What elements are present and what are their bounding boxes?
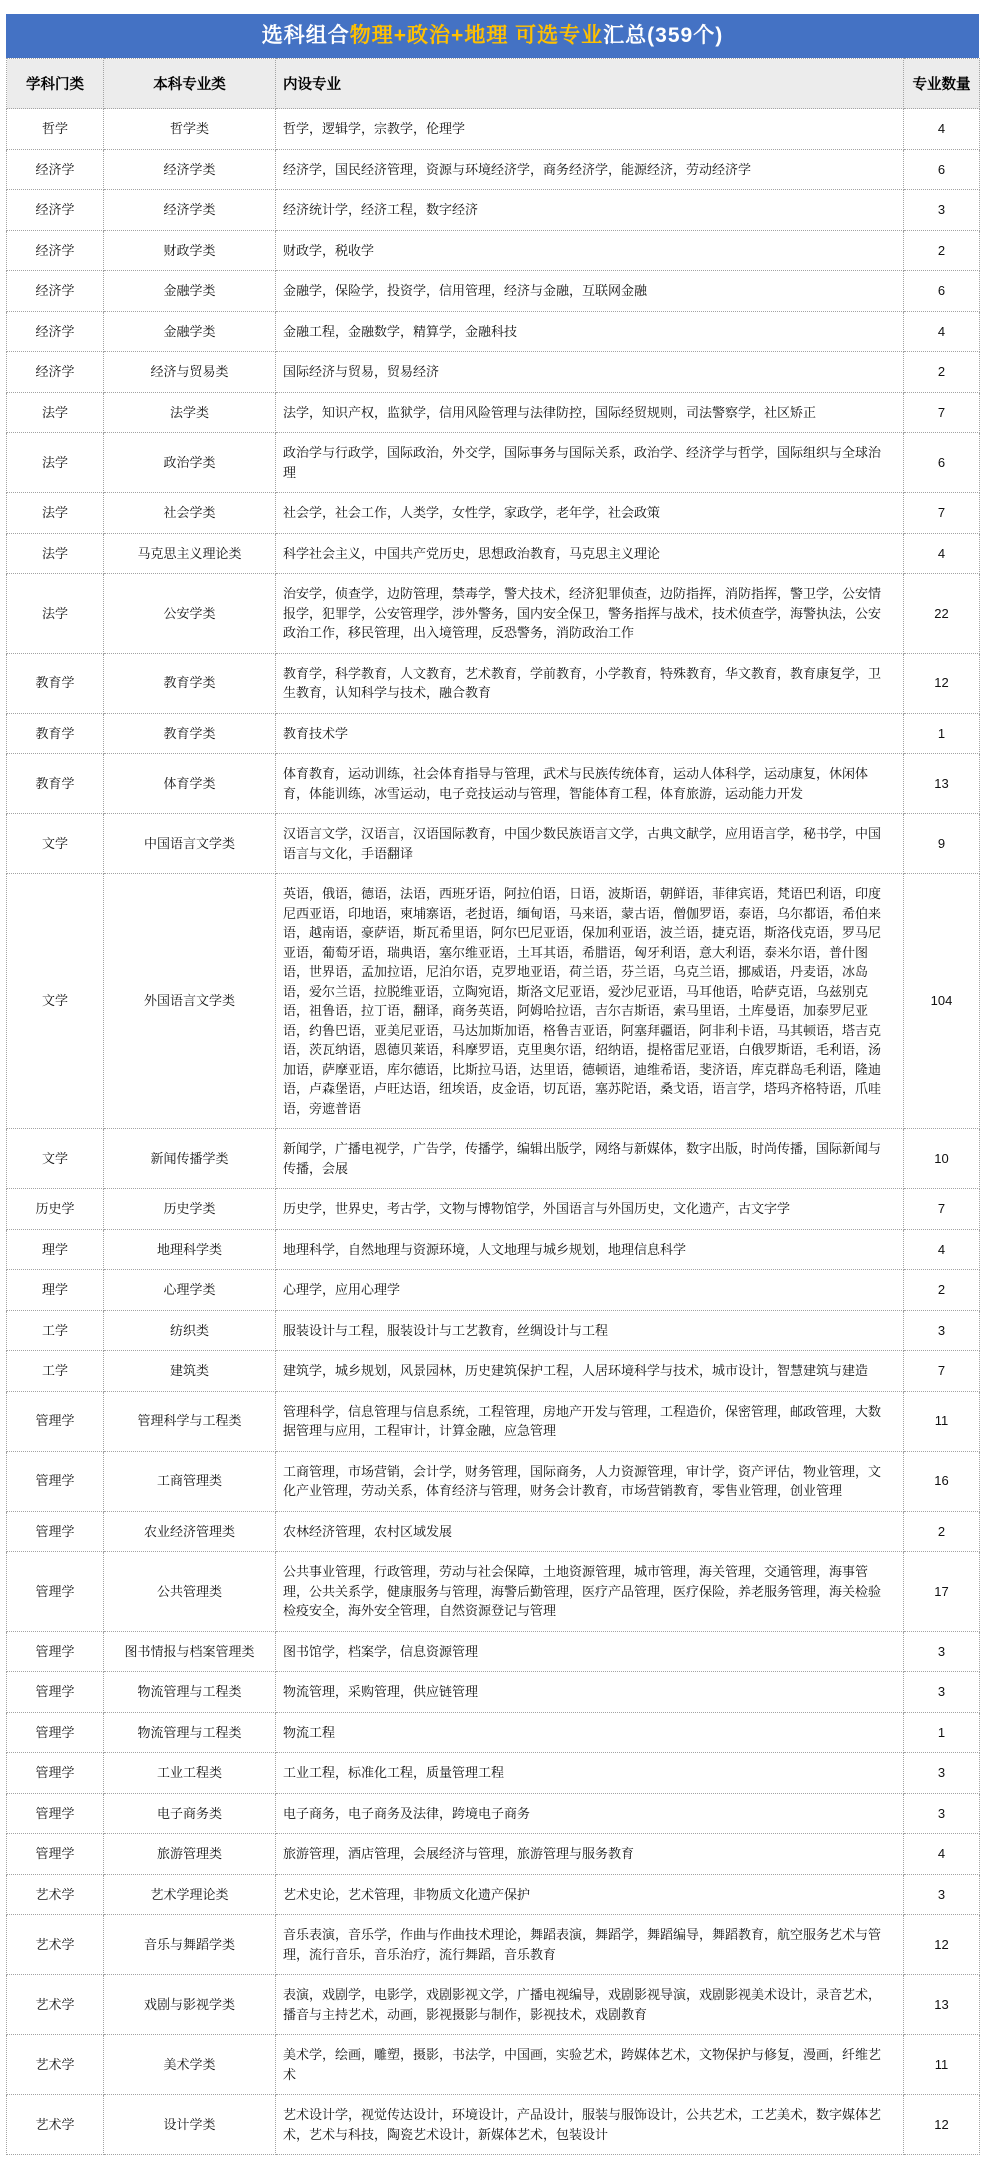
cell-discipline-category: 经济学 bbox=[7, 190, 104, 231]
cell-major-count: 13 bbox=[904, 754, 980, 814]
table-row bbox=[7, 1793, 980, 1834]
cell-major-count: 16 bbox=[904, 1451, 980, 1511]
table-row bbox=[7, 1451, 980, 1511]
col-header-discipline-category: 学科门类 bbox=[7, 59, 104, 109]
cell-major-count: 10 bbox=[904, 1129, 980, 1189]
table-row bbox=[7, 653, 980, 713]
cell-major-count: 4 bbox=[904, 533, 980, 574]
title-highlight: 物理+政治+地理 可选专业 bbox=[349, 24, 604, 47]
cell-majors-list: 农林经济管理，农村区域发展 bbox=[276, 1511, 904, 1552]
cell-majors-list: 新闻学，广播电视学，广告学，传播学，编辑出版学，网络与新媒体，数字出版，时尚传播，国际新闻与传播，会展 bbox=[276, 1129, 904, 1189]
table-row bbox=[7, 2095, 980, 2155]
cell-major-count: 3 bbox=[904, 1874, 980, 1915]
cell-major-count: 2 bbox=[904, 1511, 980, 1552]
cell-discipline-category: 管理学 bbox=[7, 1834, 104, 1875]
table-row bbox=[7, 1552, 980, 1632]
cell-major-class: 经济学类 bbox=[104, 149, 276, 190]
table-row bbox=[7, 874, 980, 1129]
cell-discipline-category: 经济学 bbox=[7, 352, 104, 393]
table-row bbox=[7, 1189, 980, 1230]
cell-major-class: 经济与贸易类 bbox=[104, 352, 276, 393]
cell-major-count: 3 bbox=[904, 1793, 980, 1834]
cell-major-count: 2 bbox=[904, 352, 980, 393]
cell-discipline-category: 艺术学 bbox=[7, 1915, 104, 1975]
cell-major-count: 3 bbox=[904, 1310, 980, 1351]
cell-discipline-category: 法学 bbox=[7, 392, 104, 433]
cell-discipline-category: 文学 bbox=[7, 1129, 104, 1189]
table-row bbox=[7, 1391, 980, 1451]
cell-major-class: 管理科学与工程类 bbox=[104, 1391, 276, 1451]
table-row bbox=[7, 1270, 980, 1311]
table-row bbox=[7, 493, 980, 534]
cell-major-class: 历史学类 bbox=[104, 1189, 276, 1230]
cell-major-class: 法学类 bbox=[104, 392, 276, 433]
cell-major-count: 4 bbox=[904, 1229, 980, 1270]
cell-major-count: 3 bbox=[904, 1631, 980, 1672]
cell-majors-list: 金融学，保险学，投资学，信用管理，经济与金融，互联网金融 bbox=[276, 271, 904, 312]
cell-major-class: 图书情报与档案管理类 bbox=[104, 1631, 276, 1672]
cell-discipline-category: 教育学 bbox=[7, 754, 104, 814]
cell-major-count: 7 bbox=[904, 1189, 980, 1230]
cell-major-count: 22 bbox=[904, 574, 980, 654]
cell-discipline-category: 法学 bbox=[7, 493, 104, 534]
table-row bbox=[7, 713, 980, 754]
cell-majors-list: 地理科学，自然地理与资源环境，人文地理与城乡规划，地理信息科学 bbox=[276, 1229, 904, 1270]
cell-majors-list: 国际经济与贸易，贸易经济 bbox=[276, 352, 904, 393]
cell-majors-list: 哲学，逻辑学，宗教学，伦理学 bbox=[276, 109, 904, 150]
page-title bbox=[6, 14, 979, 58]
table-row bbox=[7, 1915, 980, 1975]
cell-majors-list: 科学社会主义，中国共产党历史，思想政治教育，马克思主义理论 bbox=[276, 533, 904, 574]
title-prefix: 选科组合 bbox=[261, 24, 350, 47]
cell-discipline-category: 管理学 bbox=[7, 1712, 104, 1753]
cell-discipline-category: 管理学 bbox=[7, 1451, 104, 1511]
table-row bbox=[7, 271, 980, 312]
cell-major-class: 新闻传播学类 bbox=[104, 1129, 276, 1189]
cell-major-class: 工业工程类 bbox=[104, 1753, 276, 1794]
cell-major-count: 12 bbox=[904, 1915, 980, 1975]
cell-major-class: 体育学类 bbox=[104, 754, 276, 814]
cell-majors-list: 社会学，社会工作，人类学，女性学，家政学，老年学，社会政策 bbox=[276, 493, 904, 534]
table-row bbox=[7, 1351, 980, 1392]
cell-majors-list: 公共事业管理，行政管理，劳动与社会保障，土地资源管理，城市管理，海关管理，交通管理，海事管理，公共关系学，健康服务与管理，海警后勤管理，医疗产品管理，医疗保险，养老服务管理，海关检验检疫安全，海外安全管理，自然资源登记与管理 bbox=[276, 1552, 904, 1632]
cell-majors-list: 服装设计与工程，服装设计与工艺教育，丝绸设计与工程 bbox=[276, 1310, 904, 1351]
cell-discipline-category: 经济学 bbox=[7, 230, 104, 271]
cell-majors-list: 教育技术学 bbox=[276, 713, 904, 754]
cell-discipline-category: 工学 bbox=[7, 1351, 104, 1392]
cell-majors-list: 物流工程 bbox=[276, 1712, 904, 1753]
table-row bbox=[7, 1129, 980, 1189]
cell-discipline-category: 工学 bbox=[7, 1310, 104, 1351]
cell-major-class: 旅游管理类 bbox=[104, 1834, 276, 1875]
cell-majors-list: 金融工程，金融数学，精算学，金融科技 bbox=[276, 311, 904, 352]
cell-major-class: 戏剧与影视学类 bbox=[104, 1975, 276, 2035]
cell-major-count: 2 bbox=[904, 1270, 980, 1311]
cell-major-class: 地理科学类 bbox=[104, 1229, 276, 1270]
cell-discipline-category: 哲学 bbox=[7, 109, 104, 150]
cell-majors-list: 表演，戏剧学，电影学，戏剧影视文学，广播电视编导，戏剧影视导演，戏剧影视美术设计，录音艺术，播音与主持艺术，动画，影视摄影与制作，影视技术，戏剧教育 bbox=[276, 1975, 904, 2035]
table-row bbox=[7, 1511, 980, 1552]
cell-major-class: 政治学类 bbox=[104, 433, 276, 493]
cell-majors-list: 英语，俄语，德语，法语，西班牙语，阿拉伯语，日语，波斯语，朝鲜语，菲律宾语，梵语巴利语，印度尼西亚语，印地语，柬埔寨语，老挝语，缅甸语，马来语，蒙古语，僧伽罗语，泰语，乌尔都语，希伯来语，越南语，豪萨语，斯瓦希里语，阿尔巴尼亚语，保加利亚语，波兰语，捷克语，斯洛伐克语，罗马尼亚语，葡萄牙语，瑞典语，塞尔维亚语，土耳其语，希腊语，匈牙利语，意大利语，泰米尔语，普什图语，世界语，孟加拉语，尼泊尔语，克罗地亚语，荷兰语，芬兰语，乌克兰语，挪威语，丹麦语，冰岛语，爱尔兰语，拉脱维亚语，立陶宛语，斯洛文尼亚语，爱沙尼亚语，马耳他语，哈萨克语，乌兹别克语，祖鲁语，拉丁语，翻译，商务英语，阿姆哈拉语，吉尔吉斯语，索马里语，土库曼语，加泰罗尼亚语，约鲁巴语，亚美尼亚语，马达加斯加语，格鲁吉亚语，阿塞拜疆语，阿非利卡语，马其顿语，塔吉克语，茨瓦纳语，恩德贝莱语，科摩罗语，克里奥尔语，绍纳语，提格雷尼亚语，白俄罗斯语，毛利语，汤加语，萨摩亚语，库尔德语，比斯拉马语，达里语，德顿语，迪维希语，斐济语，库克群岛毛利语，隆迪语，卢森堡语，卢旺达语，纽埃语，皮金语，切瓦语，塞苏陀语，桑戈语，语言学，塔玛齐格特语，爪哇语，旁遮普语 bbox=[276, 874, 904, 1129]
cell-major-class: 教育学类 bbox=[104, 653, 276, 713]
cell-major-count: 11 bbox=[904, 1391, 980, 1451]
cell-major-count: 12 bbox=[904, 2095, 980, 2155]
cell-major-class: 农业经济管理类 bbox=[104, 1511, 276, 1552]
cell-major-class: 马克思主义理论类 bbox=[104, 533, 276, 574]
cell-discipline-category: 管理学 bbox=[7, 1672, 104, 1713]
cell-discipline-category: 管理学 bbox=[7, 1391, 104, 1451]
cell-major-class: 哲学类 bbox=[104, 109, 276, 150]
cell-major-class: 设计学类 bbox=[104, 2095, 276, 2155]
cell-major-count: 6 bbox=[904, 433, 980, 493]
table-header bbox=[7, 59, 980, 109]
table-row bbox=[7, 433, 980, 493]
cell-major-count: 1 bbox=[904, 713, 980, 754]
cell-major-count: 4 bbox=[904, 311, 980, 352]
cell-majors-list: 经济学，国民经济管理，资源与环境经济学，商务经济学，能源经济，劳动经济学 bbox=[276, 149, 904, 190]
worksheet bbox=[6, 14, 979, 2155]
cell-major-count: 2 bbox=[904, 230, 980, 271]
table-row bbox=[7, 754, 980, 814]
cell-major-count: 4 bbox=[904, 1834, 980, 1875]
cell-discipline-category: 艺术学 bbox=[7, 1874, 104, 1915]
cell-major-class: 公安学类 bbox=[104, 574, 276, 654]
cell-discipline-category: 管理学 bbox=[7, 1552, 104, 1632]
table-row bbox=[7, 1229, 980, 1270]
table-row bbox=[7, 1672, 980, 1713]
cell-discipline-category: 法学 bbox=[7, 574, 104, 654]
cell-major-count: 11 bbox=[904, 2035, 980, 2095]
cell-major-count: 7 bbox=[904, 1351, 980, 1392]
cell-majors-list: 体育教育，运动训练，社会体育指导与管理，武术与民族传统体育，运动人体科学，运动康复，休闲体育，体能训练，冰雪运动，电子竞技运动与管理，智能体育工程，体育旅游，运动能力开发 bbox=[276, 754, 904, 814]
table-row bbox=[7, 1975, 980, 2035]
table-row bbox=[7, 1310, 980, 1351]
cell-discipline-category: 法学 bbox=[7, 533, 104, 574]
cell-major-class: 中国语言文学类 bbox=[104, 814, 276, 874]
cell-major-class: 纺织类 bbox=[104, 1310, 276, 1351]
cell-major-count: 13 bbox=[904, 1975, 980, 2035]
table-row bbox=[7, 352, 980, 393]
cell-major-count: 3 bbox=[904, 190, 980, 231]
cell-majors-list: 管理科学，信息管理与信息系统，工程管理，房地产开发与管理，工程造价，保密管理，邮政管理，大数据管理与应用，工程审计，计算金融，应急管理 bbox=[276, 1391, 904, 1451]
cell-discipline-category: 艺术学 bbox=[7, 2095, 104, 2155]
cell-discipline-category: 文学 bbox=[7, 874, 104, 1129]
cell-major-count: 3 bbox=[904, 1753, 980, 1794]
cell-major-class: 外国语言文学类 bbox=[104, 874, 276, 1129]
cell-majors-list: 工商管理，市场营销，会计学，财务管理，国际商务，人力资源管理，审计学，资产评估，物业管理，文化产业管理，劳动关系，体育经济与管理，财务会计教育，市场营销教育，零售业管理，创业管理 bbox=[276, 1451, 904, 1511]
cell-discipline-category: 理学 bbox=[7, 1229, 104, 1270]
table-row bbox=[7, 814, 980, 874]
cell-majors-list: 政治学与行政学，国际政治，外交学，国际事务与国际关系，政治学、经济学与哲学，国际组织与全球治理 bbox=[276, 433, 904, 493]
cell-discipline-category: 经济学 bbox=[7, 271, 104, 312]
cell-discipline-category: 管理学 bbox=[7, 1631, 104, 1672]
table-row bbox=[7, 2035, 980, 2095]
cell-majors-list: 财政学，税收学 bbox=[276, 230, 904, 271]
cell-major-count: 17 bbox=[904, 1552, 980, 1632]
table-row bbox=[7, 149, 980, 190]
cell-majors-list: 经济统计学，经济工程，数字经济 bbox=[276, 190, 904, 231]
cell-major-class: 公共管理类 bbox=[104, 1552, 276, 1632]
cell-discipline-category: 法学 bbox=[7, 433, 104, 493]
col-header-major-class: 本科专业类 bbox=[104, 59, 276, 109]
table-row bbox=[7, 533, 980, 574]
cell-majors-list: 旅游管理，酒店管理，会展经济与管理，旅游管理与服务教育 bbox=[276, 1834, 904, 1875]
table-body bbox=[7, 109, 980, 2155]
cell-discipline-category: 经济学 bbox=[7, 149, 104, 190]
majors-table bbox=[6, 58, 980, 2155]
cell-major-count: 9 bbox=[904, 814, 980, 874]
table-row bbox=[7, 230, 980, 271]
cell-majors-list: 法学，知识产权，监狱学，信用风险管理与法律防控，国际经贸规则，司法警察学，社区矫正 bbox=[276, 392, 904, 433]
cell-major-count: 12 bbox=[904, 653, 980, 713]
cell-major-count: 4 bbox=[904, 109, 980, 150]
cell-major-count: 104 bbox=[904, 874, 980, 1129]
title-suffix: 汇总(359个) bbox=[603, 24, 724, 47]
col-header-major-count: 专业数量 bbox=[904, 59, 980, 109]
table-row bbox=[7, 311, 980, 352]
cell-majors-list: 音乐表演，音乐学，作曲与作曲技术理论，舞蹈表演，舞蹈学，舞蹈编导，舞蹈教育，航空服务艺术与管理，流行音乐，音乐治疗，流行舞蹈，音乐教育 bbox=[276, 1915, 904, 1975]
table-row bbox=[7, 109, 980, 150]
cell-majors-list: 建筑学，城乡规划，风景园林，历史建筑保护工程，人居环境科学与技术，城市设计，智慧建筑与建造 bbox=[276, 1351, 904, 1392]
cell-majors-list: 历史学，世界史，考古学，文物与博物馆学，外国语言与外国历史，文化遗产，古文字学 bbox=[276, 1189, 904, 1230]
table-row bbox=[7, 574, 980, 654]
cell-majors-list: 工业工程，标准化工程，质量管理工程 bbox=[276, 1753, 904, 1794]
cell-discipline-category: 教育学 bbox=[7, 713, 104, 754]
cell-major-class: 社会学类 bbox=[104, 493, 276, 534]
cell-discipline-category: 管理学 bbox=[7, 1793, 104, 1834]
table-row bbox=[7, 1834, 980, 1875]
cell-discipline-category: 文学 bbox=[7, 814, 104, 874]
cell-majors-list: 艺术设计学，视觉传达设计，环境设计，产品设计，服装与服饰设计，公共艺术，工艺美术，数字媒体艺术，艺术与科技，陶瓷艺术设计，新媒体艺术，包装设计 bbox=[276, 2095, 904, 2155]
cell-major-class: 经济学类 bbox=[104, 190, 276, 231]
cell-major-class: 物流管理与工程类 bbox=[104, 1712, 276, 1753]
cell-major-class: 艺术学理论类 bbox=[104, 1874, 276, 1915]
cell-major-class: 金融学类 bbox=[104, 271, 276, 312]
cell-discipline-category: 管理学 bbox=[7, 1753, 104, 1794]
cell-major-count: 7 bbox=[904, 392, 980, 433]
table-row bbox=[7, 1631, 980, 1672]
cell-major-count: 1 bbox=[904, 1712, 980, 1753]
cell-major-count: 7 bbox=[904, 493, 980, 534]
cell-major-class: 美术学类 bbox=[104, 2035, 276, 2095]
cell-discipline-category: 历史学 bbox=[7, 1189, 104, 1230]
cell-major-class: 金融学类 bbox=[104, 311, 276, 352]
cell-discipline-category: 教育学 bbox=[7, 653, 104, 713]
cell-majors-list: 心理学，应用心理学 bbox=[276, 1270, 904, 1311]
cell-major-class: 建筑类 bbox=[104, 1351, 276, 1392]
cell-discipline-category: 经济学 bbox=[7, 311, 104, 352]
cell-majors-list: 汉语言文学，汉语言，汉语国际教育，中国少数民族语言文学，古典文献学，应用语言学，秘书学，中国语言与文化，手语翻译 bbox=[276, 814, 904, 874]
cell-majors-list: 治安学，侦查学，边防管理，禁毒学，警犬技术，经济犯罪侦查，边防指挥，消防指挥，警卫学，公安情报学，犯罪学，公安管理学，涉外警务，国内安全保卫，警务指挥与战术，技术侦查学，海警执法，公安政治工作，移民管理，出入境管理，反恐警务，消防政治工作 bbox=[276, 574, 904, 654]
cell-discipline-category: 管理学 bbox=[7, 1511, 104, 1552]
cell-discipline-category: 艺术学 bbox=[7, 2035, 104, 2095]
header-row bbox=[7, 59, 980, 109]
cell-major-class: 教育学类 bbox=[104, 713, 276, 754]
cell-major-count: 3 bbox=[904, 1672, 980, 1713]
table-row bbox=[7, 1874, 980, 1915]
cell-major-class: 电子商务类 bbox=[104, 1793, 276, 1834]
table-row bbox=[7, 190, 980, 231]
cell-major-class: 音乐与舞蹈学类 bbox=[104, 1915, 276, 1975]
cell-majors-list: 物流管理，采购管理，供应链管理 bbox=[276, 1672, 904, 1713]
cell-major-count: 6 bbox=[904, 271, 980, 312]
cell-major-class: 物流管理与工程类 bbox=[104, 1672, 276, 1713]
cell-major-count: 6 bbox=[904, 149, 980, 190]
cell-discipline-category: 理学 bbox=[7, 1270, 104, 1311]
cell-major-class: 心理学类 bbox=[104, 1270, 276, 1311]
cell-discipline-category: 艺术学 bbox=[7, 1975, 104, 2035]
table-row bbox=[7, 1753, 980, 1794]
col-header-majors: 内设专业 bbox=[276, 59, 904, 109]
cell-majors-list: 图书馆学，档案学，信息资源管理 bbox=[276, 1631, 904, 1672]
table-row bbox=[7, 392, 980, 433]
cell-majors-list: 艺术史论，艺术管理，非物质文化遗产保护 bbox=[276, 1874, 904, 1915]
cell-majors-list: 电子商务，电子商务及法律，跨境电子商务 bbox=[276, 1793, 904, 1834]
cell-majors-list: 教育学，科学教育，人文教育，艺术教育，学前教育，小学教育，特殊教育，华文教育，教育康复学，卫生教育，认知科学与技术，融合教育 bbox=[276, 653, 904, 713]
cell-major-class: 工商管理类 bbox=[104, 1451, 276, 1511]
cell-major-class: 财政学类 bbox=[104, 230, 276, 271]
table-row bbox=[7, 1712, 980, 1753]
cell-majors-list: 美术学，绘画，雕塑，摄影，书法学，中国画，实验艺术，跨媒体艺术，文物保护与修复，漫画，纤维艺术 bbox=[276, 2035, 904, 2095]
